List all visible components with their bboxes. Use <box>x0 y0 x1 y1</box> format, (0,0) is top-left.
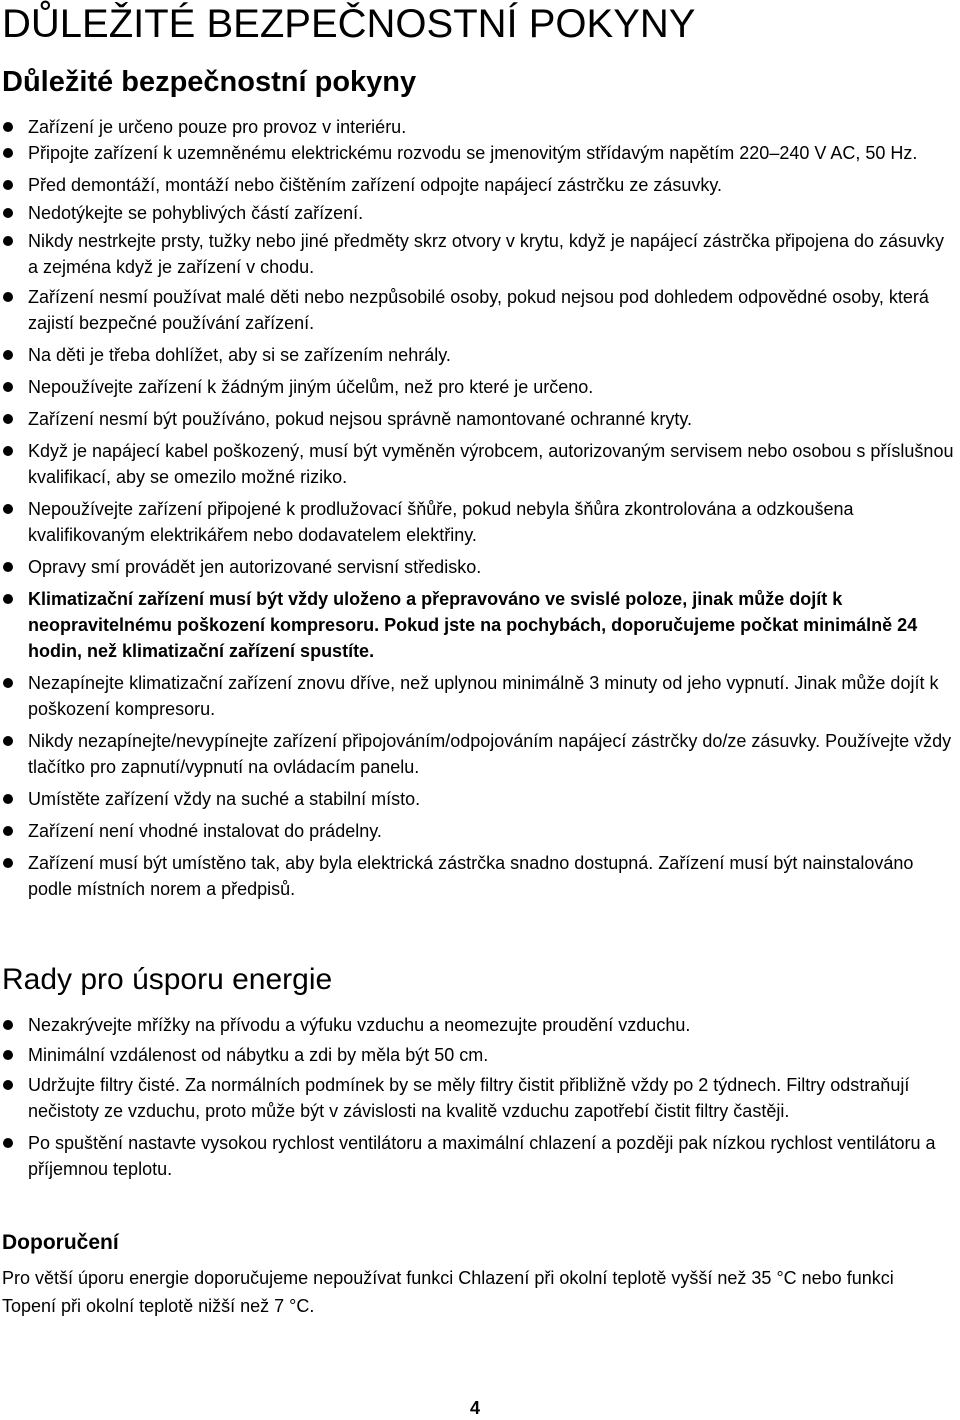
page-title: DŮLEŽITÉ BEZPEČNOSTNÍ POKYNY <box>2 2 696 46</box>
list-item: Klimatizační zařízení musí být vždy uloženo a přepravováno ve svislé poloze, jinak může dojít k neopravitelnému poškození kompresoru. Pokud jste na pochybách, doporučujeme počkat minimálně 24 hodin, než klimatizační zařízení spustíte. <box>0 586 958 664</box>
list-item: Když je napájecí kabel poškozený, musí být vyměněn výrobcem, autorizovaným servisem nebo osobou s příslušnou kvalifikací, aby se omezilo možné riziko. <box>0 438 958 490</box>
safety-list <box>0 114 958 902</box>
list-item: Udržujte filtry čisté. Za normálních podmínek by se měly filtry čistit přibližně vždy po 2 týdnech. Filtry odstraňují nečistoty ze vzduchu, proto může být v závislosti na kvalitě vzduchu zapotřebí čistit filtry častěji. <box>0 1072 958 1124</box>
safety-heading: Důležité bezpečnostní pokyny <box>2 66 417 98</box>
list-item: Nikdy nezapínejte/nevypínejte zařízení připojováním/odpojováním napájecí zástrčky do/ze zásuvky. Používejte vždy tlačítko pro zapnutí/vypnutí na ovládacím panelu. <box>0 728 958 780</box>
list-item: Nezapínejte klimatizační zařízení znovu dříve, než uplynou minimálně 3 minuty od jeho vypnutí. Jinak může dojít k poškození kompresoru. <box>0 670 958 722</box>
list-item: Umístěte zařízení vždy na suché a stabilní místo. <box>0 786 958 812</box>
list-item: Minimální vzdálenost od nábytku a zdi by měla být 50 cm. <box>0 1042 958 1068</box>
list-item: Před demontáží, montáží nebo čištěním zařízení odpojte napájecí zástrčku ze zásuvky. <box>0 172 958 198</box>
page-number: 4 <box>470 1398 481 1418</box>
list-item: Zařízení je určeno pouze pro provoz v interiéru. <box>0 114 958 140</box>
list-item: Nezakrývejte mřížky na přívodu a výfuku vzduchu a neomezujte proudění vzduchu. <box>0 1012 958 1038</box>
list-item: Opravy smí provádět jen autorizované servisní středisko. <box>0 554 958 580</box>
list-item: Zařízení nesmí být používáno, pokud nejsou správně namontované ochranné kryty. <box>0 406 958 432</box>
list-item: Nikdy nestrkejte prsty, tužky nebo jiné předměty skrz otvory v krytu, když je napájecí zástrčka připojena do zásuvky a zejména když je zařízení v chodu. <box>0 228 958 280</box>
list-item: Nepoužívejte zařízení k žádným jiným účelům, než pro které je určeno. <box>0 374 958 400</box>
recommendation-text: Pro větší úporu energie doporučujeme nepoužívat funkci Chlazení při okolní teplotě vyšší než 35 °C nebo funkci Topení při okolní teplotě nižší než 7 °C. <box>2 1268 894 1316</box>
recommendation-heading: Doporučení <box>2 1231 119 1254</box>
list-item: Nedotýkejte se pohyblivých částí zařízení. <box>0 200 958 226</box>
energy-heading: Rady pro úsporu energie <box>2 963 333 996</box>
list-item: Zařízení musí být umístěno tak, aby byla elektrická zástrčka snadno dostupná. Zařízení musí být nainstalováno podle místních norem a předpisů. <box>0 850 958 902</box>
list-item: Na děti je třeba dohlížet, aby si se zařízením nehrály. <box>0 342 958 368</box>
list-item: Po spuštění nastavte vysokou rychlost ventilátoru a maximální chlazení a později pak nízkou rychlost ventilátoru a příjemnou teplotu. <box>0 1130 958 1182</box>
list-item: Nepoužívejte zařízení připojené k prodlužovací šňůře, pokud nebyla šňůra zkontrolována a odzkoušena kvalifikovaným elektrikářem nebo dodavatelem elektřiny. <box>0 496 958 548</box>
energy-list <box>0 1012 958 1182</box>
list-item: Připojte zařízení k uzemněnému elektrickému rozvodu se jmenovitým střídavým napětím 220–240 V AC, 50 Hz. <box>0 140 958 166</box>
list-item: Zařízení není vhodné instalovat do prádelny. <box>0 818 958 844</box>
list-item: Zařízení nesmí používat malé děti nebo nezpůsobilé osoby, pokud nejsou pod dohledem odpovědné osoby, která zajistí bezpečné používání zařízení. <box>0 284 958 336</box>
